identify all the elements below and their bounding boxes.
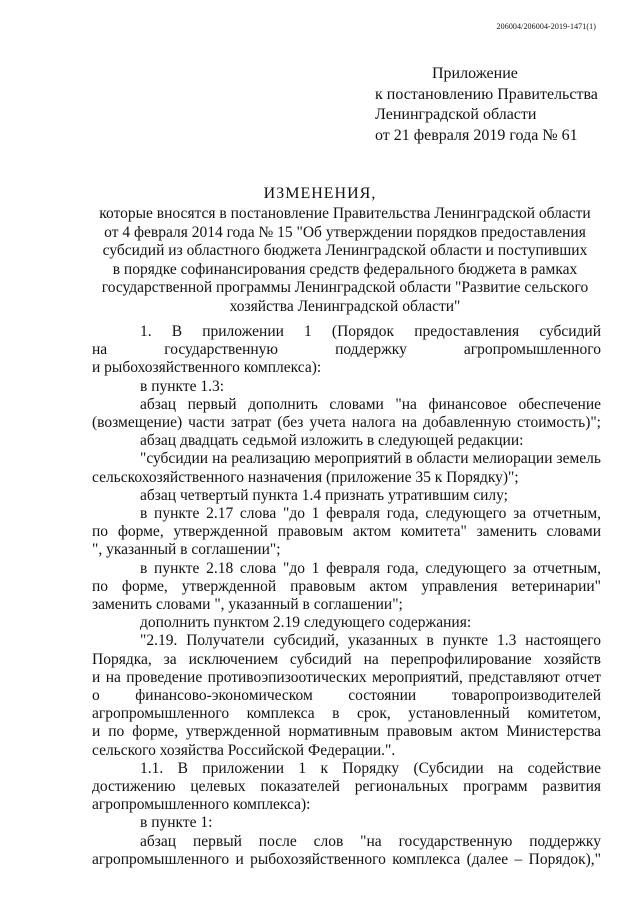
subtitle-line: которые вносятся в постановление Правительства Ленинградской области bbox=[99, 205, 591, 222]
body-line: "субсидии на реализацию мероприятий в области мелиорации земель bbox=[140, 450, 601, 468]
body-line: на государственную поддержку агропромышленного bbox=[92, 341, 601, 359]
appendix-line: от 21 февраля 2019 года № 61 bbox=[375, 126, 578, 144]
body-line: (возмещение) части затрат (без учета налога на добавленную стоимость)"; bbox=[92, 414, 601, 432]
appendix-line: Приложение bbox=[432, 65, 518, 82]
body-line: и рыбохозяйственного комплекса): bbox=[92, 359, 322, 377]
body-line: абзац первый дополнить словами "на финансовое обеспечение bbox=[140, 395, 601, 413]
body-line: Порядка, за исключением субсидий на перепрофилирование хозяйств bbox=[92, 650, 601, 668]
body-line: абзац двадцать седьмой изложить в следующей редакции: bbox=[140, 432, 524, 450]
body-line: агропромышленного комплекса): bbox=[92, 796, 311, 814]
body-line: и по форме, утвержденной нормативным правовым актом Министерства bbox=[92, 723, 601, 741]
appendix-line: к постановлению Правительства bbox=[375, 85, 598, 103]
body-line: агропромышленного комплекса в срок, установленный комитетом, bbox=[92, 705, 601, 723]
appendix-header-block bbox=[375, 64, 598, 146]
subtitle-line: от 4 февраля 2014 года № 15 "Об утверждении порядков предоставления bbox=[104, 223, 586, 241]
body-line: в пункте 1: bbox=[140, 814, 213, 832]
document-registration-stamp: 206004/206004-2019-1471(1) bbox=[496, 22, 596, 31]
subtitle-line: в порядке софинансирования средств федерального бюджета в рамках bbox=[112, 260, 578, 278]
body-line: в пункте 1.3: bbox=[140, 377, 225, 395]
body-line: сельскохозяйственного назначения (приложение 35 к Порядку)"; bbox=[92, 468, 519, 486]
body-line: и на проведение противоэпизоотических мероприятий, представляют отчет bbox=[92, 668, 601, 686]
body-line: заменить словами ", указанный в соглашении"; bbox=[92, 596, 403, 614]
document-subtitle bbox=[90, 205, 600, 317]
subtitle-line: хозяйства Ленинградской области" bbox=[229, 297, 461, 315]
body-line: по форме, утвержденной правовым актом управления ветеринарии" bbox=[92, 577, 601, 595]
document-body bbox=[92, 323, 601, 869]
body-line: "2.19. Получатели субсидий, указанных в пункте 1.3 настоящего bbox=[140, 632, 601, 650]
appendix-line: Ленинградской области bbox=[375, 106, 537, 123]
body-line: 1. В приложении 1 (Порядок предоставления субсидий bbox=[140, 323, 601, 340]
subtitle-line: государственной программы Ленинградской области "Развитие сельского bbox=[101, 279, 589, 297]
body-line: сельского хозяйства Российской Федерации.". bbox=[92, 741, 396, 759]
body-line: агропромышленного и рыбохозяйственного комплекса (далее – Порядок)," bbox=[92, 850, 601, 868]
body-line: дополнить пунктом 2.19 следующего содержания: bbox=[140, 614, 472, 632]
body-line: 1.1. В приложении 1 к Порядку (Субсидии на содействие bbox=[140, 759, 601, 777]
body-line: в пункте 2.17 слова "до 1 февраля года, следующего за отчетным, bbox=[140, 505, 601, 523]
body-line: по форме, утвержденной правовым актом комитета" заменить словами bbox=[92, 523, 601, 541]
body-line: абзац первый после слов "на государственную поддержку bbox=[140, 832, 601, 850]
body-line: достижению целевых показателей региональных программ развития bbox=[92, 778, 601, 796]
document-title: ИЗМЕНЕНИЯ, bbox=[263, 185, 377, 202]
body-line: абзац четвертый пункта 1.4 признать утратившим силу; bbox=[140, 486, 508, 504]
subtitle-line: субсидий из областного бюджета Ленинградской области и поступивших bbox=[102, 242, 588, 260]
body-line: в пункте 2.18 слова "до 1 февраля года, следующего за отчетным, bbox=[140, 559, 601, 577]
body-line: о финансово-экономическом состоянии товаропроизводителей bbox=[92, 687, 601, 705]
body-line: ", указанный в соглашении"; bbox=[92, 541, 281, 559]
